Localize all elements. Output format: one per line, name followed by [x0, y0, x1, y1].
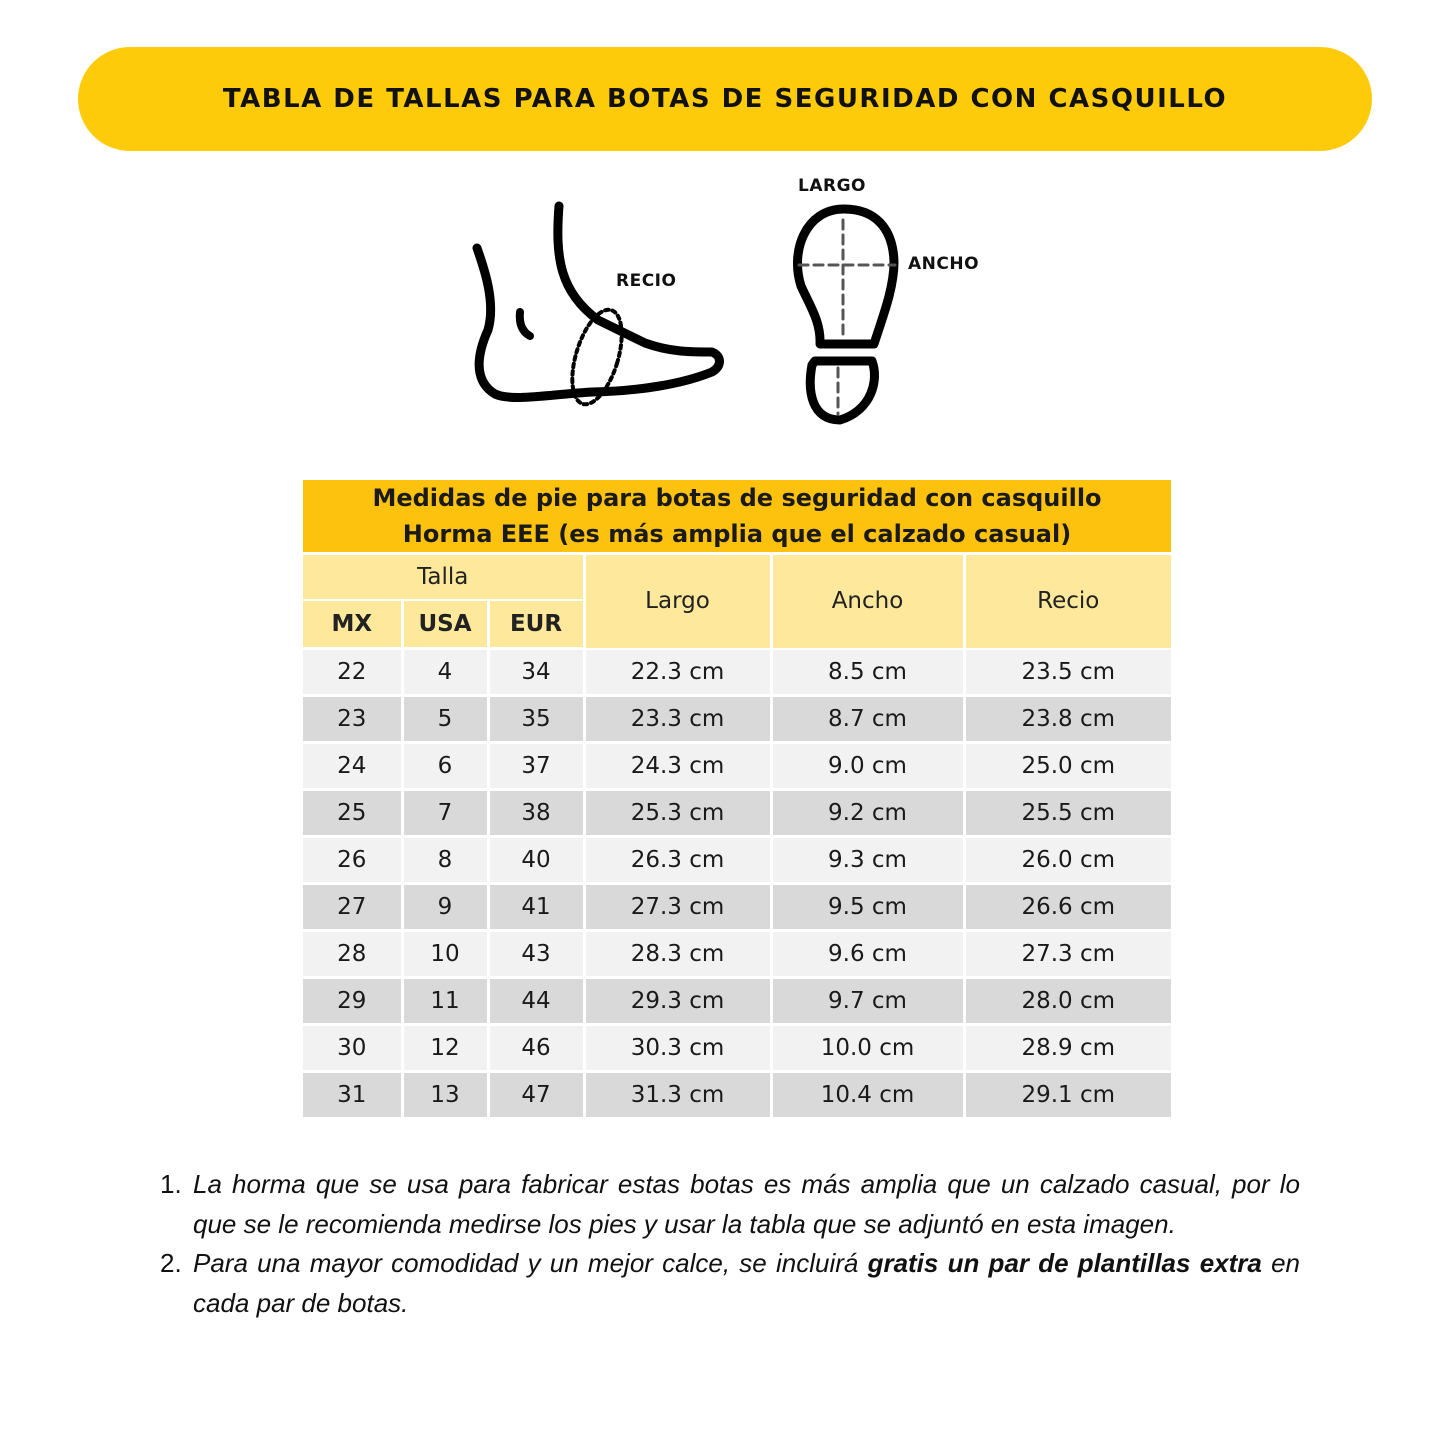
note-text-end: en cada par de botas. — [193, 1248, 1300, 1318]
cell-largo: 24.3 cm — [584, 743, 771, 790]
note-number: 2. — [160, 1248, 182, 1278]
cell-largo: 30.3 cm — [584, 1025, 771, 1072]
cell-usa: 10 — [402, 931, 488, 978]
cell-eur: 40 — [488, 837, 584, 884]
cell-largo: 29.3 cm — [584, 978, 771, 1025]
header-talla: Talla — [303, 554, 584, 601]
cell-recio: 28.0 cm — [964, 978, 1171, 1025]
table-caption — [303, 480, 1171, 554]
cell-mx: 31 — [303, 1072, 402, 1119]
cell-usa: 11 — [402, 978, 488, 1025]
cell-usa: 6 — [402, 743, 488, 790]
page-title: TABLA DE TALLAS PARA BOTAS DE SEGURIDAD CON CASQUILLO — [222, 84, 1228, 114]
ancho-label: ANCHO — [908, 254, 980, 274]
cell-mx: 30 — [303, 1025, 402, 1072]
cell-eur: 41 — [488, 884, 584, 931]
note-text-bold: gratis un par de plantillas extra — [867, 1248, 1262, 1278]
cell-mx: 29 — [303, 978, 402, 1025]
cell-recio: 27.3 cm — [964, 931, 1171, 978]
header-largo: Largo — [584, 554, 771, 649]
cell-ancho: 8.5 cm — [771, 649, 964, 696]
cell-eur: 38 — [488, 790, 584, 837]
cell-ancho: 9.0 cm — [771, 743, 964, 790]
cell-ancho: 9.6 cm — [771, 931, 964, 978]
cell-mx: 25 — [303, 790, 402, 837]
cell-usa: 7 — [402, 790, 488, 837]
cell-usa: 4 — [402, 649, 488, 696]
table-row — [303, 649, 1171, 696]
cell-mx: 22 — [303, 649, 402, 696]
cell-mx: 27 — [303, 884, 402, 931]
table-row — [303, 743, 1171, 790]
cell-recio: 25.0 cm — [964, 743, 1171, 790]
cell-recio: 23.5 cm — [964, 649, 1171, 696]
cell-recio: 29.1 cm — [964, 1072, 1171, 1119]
cell-recio: 25.5 cm — [964, 790, 1171, 837]
note-text — [193, 1244, 1300, 1323]
cell-eur: 35 — [488, 696, 584, 743]
cell-recio: 26.6 cm — [964, 884, 1171, 931]
cell-recio: 26.0 cm — [964, 837, 1171, 884]
table-row — [303, 1072, 1171, 1119]
note-number: 1. — [160, 1169, 182, 1199]
cell-usa: 8 — [402, 837, 488, 884]
cell-usa: 5 — [402, 696, 488, 743]
cell-usa: 9 — [402, 884, 488, 931]
cell-ancho: 9.2 cm — [771, 790, 964, 837]
table-row — [303, 1025, 1171, 1072]
note-item — [160, 1165, 1300, 1244]
header-usa: USA — [402, 600, 488, 649]
cell-largo: 25.3 cm — [584, 790, 771, 837]
cell-recio: 28.9 cm — [964, 1025, 1171, 1072]
cell-mx: 24 — [303, 743, 402, 790]
header-recio: Recio — [964, 554, 1171, 649]
cell-ancho: 9.3 cm — [771, 837, 964, 884]
recio-label: RECIO — [616, 271, 677, 291]
table-row — [303, 837, 1171, 884]
sole-icon — [797, 209, 895, 420]
table-row — [303, 696, 1171, 743]
note-item — [160, 1244, 1300, 1323]
cell-recio: 23.8 cm — [964, 696, 1171, 743]
cell-eur: 46 — [488, 1025, 584, 1072]
header-mx: MX — [303, 600, 402, 649]
cell-mx: 28 — [303, 931, 402, 978]
table-row — [303, 884, 1171, 931]
table-row — [303, 978, 1171, 1025]
note-text: La horma que se usa para fabricar estas botas es más amplia que un calzado casual, por lo que se le recomienda medirse los pies y usar la tabla que se adjuntó en esta imagen. — [193, 1169, 1300, 1239]
cell-mx: 23 — [303, 696, 402, 743]
cell-eur: 44 — [488, 978, 584, 1025]
notes-list — [160, 1165, 1300, 1323]
cell-largo: 28.3 cm — [584, 931, 771, 978]
cell-largo: 23.3 cm — [584, 696, 771, 743]
cell-ancho: 9.5 cm — [771, 884, 964, 931]
cell-eur: 47 — [488, 1072, 584, 1119]
note-text-start: Para una mayor comodidad y un mejor calce, se incluirá — [193, 1248, 868, 1278]
cell-usa: 12 — [402, 1025, 488, 1072]
largo-label: LARGO — [798, 176, 866, 196]
cell-ancho: 10.4 cm — [771, 1072, 964, 1119]
cell-ancho: 8.7 cm — [771, 696, 964, 743]
cell-eur: 34 — [488, 649, 584, 696]
cell-ancho: 10.0 cm — [771, 1025, 964, 1072]
title-banner — [78, 47, 1372, 151]
table-caption-line1: Medidas de pie para botas de seguridad con casquillo — [372, 484, 1102, 512]
table-caption-line2: Horma EEE (es más amplia que el calzado casual) — [402, 520, 1072, 548]
size-table — [303, 480, 1171, 1120]
header-ancho: Ancho — [771, 554, 964, 649]
table-row — [303, 931, 1171, 978]
cell-largo: 22.3 cm — [584, 649, 771, 696]
header-eur: EUR — [488, 600, 584, 649]
cell-eur: 37 — [488, 743, 584, 790]
cell-largo: 31.3 cm — [584, 1072, 771, 1119]
cell-largo: 26.3 cm — [584, 837, 771, 884]
table-row — [303, 790, 1171, 837]
cell-largo: 27.3 cm — [584, 884, 771, 931]
foot-side-icon — [477, 206, 720, 410]
cell-mx: 26 — [303, 837, 402, 884]
cell-eur: 43 — [488, 931, 584, 978]
cell-ancho: 9.7 cm — [771, 978, 964, 1025]
cell-usa: 13 — [402, 1072, 488, 1119]
